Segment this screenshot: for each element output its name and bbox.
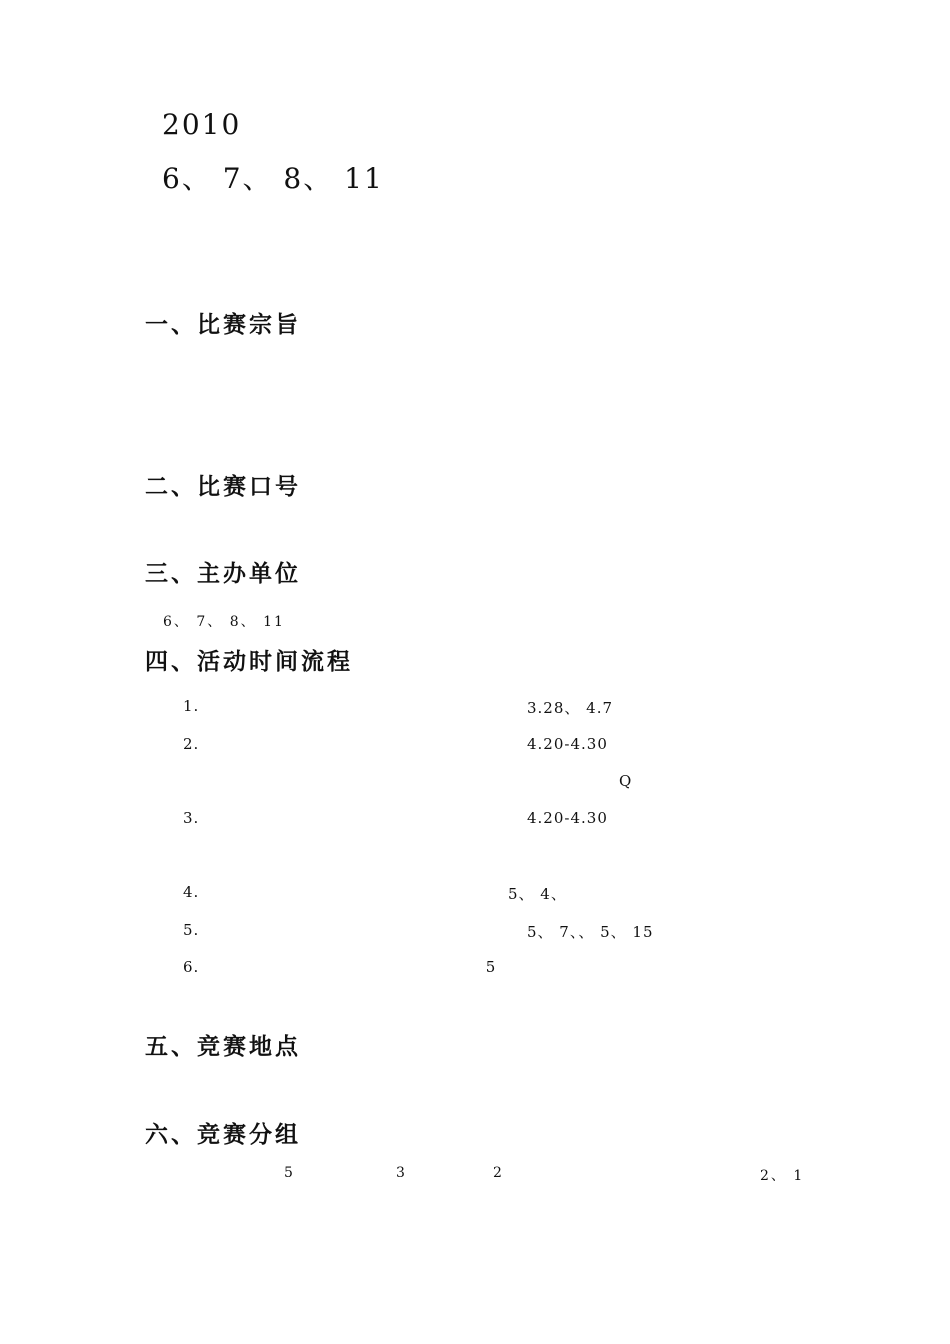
section-heading-purpose: 一、比赛宗旨 — [145, 312, 301, 338]
schedule-item-number: 6. — [183, 958, 200, 976]
groups-text: 5 — [284, 1165, 295, 1181]
schedule-item-note-tail: Q — [619, 772, 633, 790]
groups-text: 2、 1 — [760, 1168, 805, 1184]
schedule-item-number: 2. — [183, 735, 200, 753]
doc-title-line-1: 2010 — [162, 108, 253, 141]
schedule-item-time: 5 — [480, 958, 497, 976]
section-heading-schedule: 四、活动时间流程 — [145, 649, 353, 675]
schedule-item-number: 5. — [183, 921, 200, 939]
schedule-item-time: 4.20-4.30 — [527, 809, 608, 827]
schedule-item-number: 3. — [183, 809, 200, 827]
schedule-item-number: 1. — [183, 697, 200, 715]
organizer-text: 6、 7、 8、 11 — [163, 614, 292, 630]
section-heading-venue: 五、竞赛地点 — [145, 1034, 301, 1060]
groups-text: 3 — [396, 1165, 407, 1181]
doc-title-line-2a: 6、 7、 8、 11 — [162, 162, 395, 195]
section-heading-groups: 六、竞赛分组 — [145, 1122, 301, 1148]
section-heading-slogan: 二、比赛口号 — [145, 474, 301, 500]
section-heading-organizer: 三、主办单位 — [145, 561, 301, 587]
schedule-item-number: 4. — [183, 883, 200, 901]
schedule-item-time: 5、 4、 — [508, 885, 567, 903]
schedule-item-time: 3.28、 4.7 — [527, 699, 614, 717]
schedule-item-time: 5、 7、、 5、 15 — [527, 923, 654, 941]
schedule-item-time: 4.20-4.30 — [527, 735, 608, 753]
groups-text: 2 — [493, 1165, 504, 1181]
